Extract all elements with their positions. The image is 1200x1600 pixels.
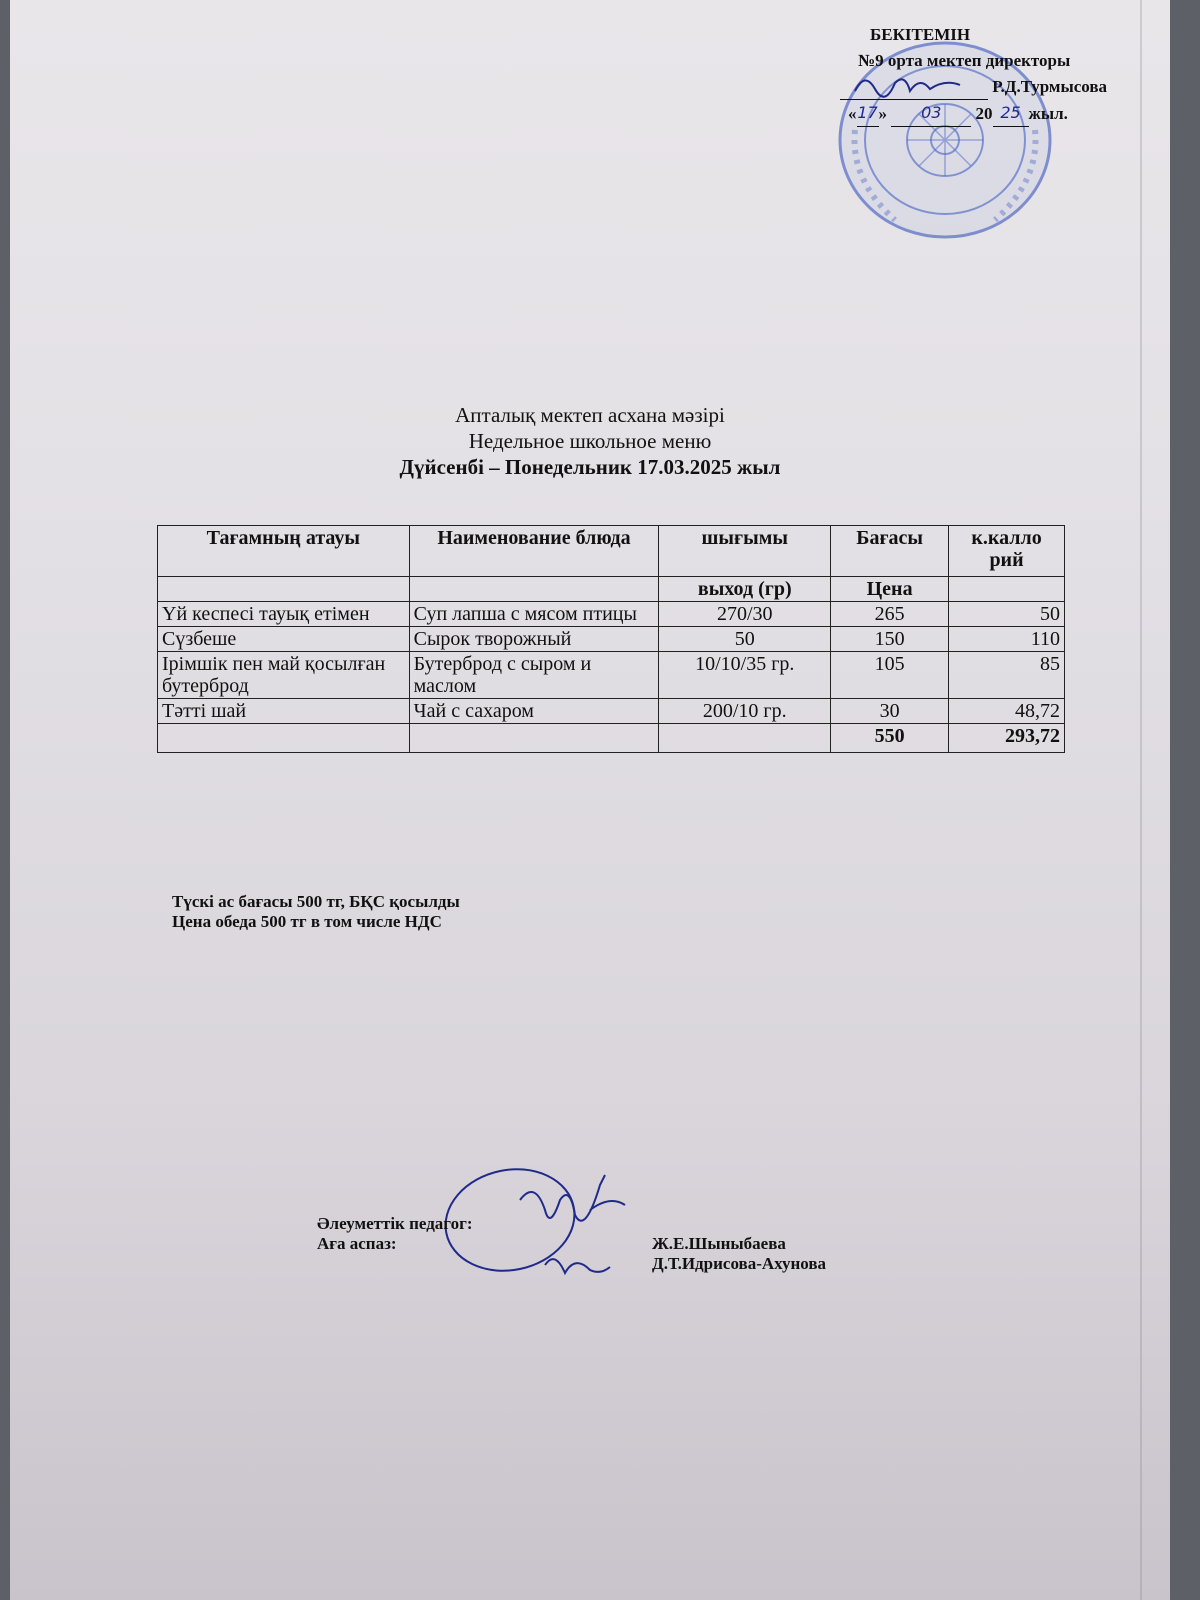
- menu-heading: [10, 402, 1170, 480]
- dish-name-ru: Бутерброд с сыром и маслом: [409, 652, 659, 699]
- name-social-pedagogue: Ж.Е.Шыныбаева: [652, 1234, 786, 1253]
- dish-output: 10/10/35 гр.: [659, 652, 831, 699]
- empty-cell: [659, 724, 831, 753]
- empty-cell: [409, 724, 659, 753]
- header-cell: Наименование блюда: [409, 526, 659, 577]
- dish-name-ru: Чай с сахаром: [409, 699, 659, 724]
- dish-kcal: 110: [949, 627, 1065, 652]
- subheader-cell: выход (гр): [659, 577, 831, 602]
- total-kcal: 293,72: [949, 724, 1065, 753]
- dish-output: 270/30: [659, 602, 831, 627]
- price-note: [172, 892, 460, 932]
- heading-date: Дүйсенбі – Понедельник 17.03.2025 жыл: [399, 455, 781, 479]
- header-cell: Бағасы: [831, 526, 949, 577]
- page-edge: [1140, 0, 1142, 1600]
- dish-price: 30: [831, 699, 949, 724]
- dish-price: 105: [831, 652, 949, 699]
- header-cell: Тағамның атауы: [158, 526, 410, 577]
- header-cell: к.калло рий: [949, 526, 1065, 577]
- dish-name-kz: Сүзбеше: [158, 627, 410, 652]
- dish-kcal: 48,72: [949, 699, 1065, 724]
- year-suffix: 25: [993, 100, 1029, 127]
- table-row: [158, 699, 1065, 724]
- date-quote-open: «: [848, 104, 857, 123]
- role-social-pedagogue: Әлеуметтік педагог:: [317, 1214, 473, 1233]
- dish-kcal: 50: [949, 602, 1065, 627]
- approval-director-line: [840, 74, 1160, 100]
- total-price: 550: [831, 724, 949, 753]
- signature-names: [652, 1234, 826, 1274]
- dish-output: 50: [659, 627, 831, 652]
- date-day: 17: [857, 100, 879, 127]
- director-signature-line: [840, 79, 988, 100]
- menu-table: [157, 525, 1065, 753]
- subheader-cell: [158, 577, 410, 602]
- dish-price: 150: [831, 627, 949, 652]
- name-head-cook: Д.Т.Идрисова-Ахунова: [652, 1254, 827, 1273]
- approval-block: [840, 22, 1160, 127]
- date-quote-close: »: [878, 104, 887, 123]
- approval-position: №9 орта мектеп директоры: [858, 51, 1071, 70]
- role-head-cook: Аға аспаз:: [317, 1234, 397, 1253]
- table-total-row: [158, 724, 1065, 753]
- dish-kcal: 85: [949, 652, 1065, 699]
- table-row: [158, 627, 1065, 652]
- year-word: жыл.: [1028, 104, 1068, 123]
- subheader-cell: [409, 577, 659, 602]
- subheader-cell: [949, 577, 1065, 602]
- director-signature: [850, 71, 970, 101]
- header-cell: шығымы: [659, 526, 831, 577]
- dish-name-ru: Сырок творожный: [409, 627, 659, 652]
- subheader-cell: Цена: [831, 577, 949, 602]
- table-header-row: [158, 526, 1065, 577]
- date-month: 03: [891, 100, 971, 127]
- table-row: [158, 652, 1065, 699]
- price-note-kz: Түскі ас бағасы 500 тг, БҚС қосылды: [172, 892, 460, 911]
- dish-output: 200/10 гр.: [659, 699, 831, 724]
- director-name: Р.Д.Турмысова: [992, 77, 1108, 96]
- dish-name-kz: Ірімшік пен май қосылған бутерброд: [158, 652, 410, 699]
- approval-title: БЕКІТЕМІН: [870, 25, 971, 44]
- heading-ru: Недельное школьное меню: [468, 429, 712, 453]
- dish-price: 265: [831, 602, 949, 627]
- dish-name-ru: Суп лапша с мясом птицы: [409, 602, 659, 627]
- dish-name-kz: Үй кеспесі тауық етімен: [158, 602, 410, 627]
- approval-date-line: [840, 100, 1160, 127]
- table-subheader-row: [158, 577, 1065, 602]
- document-sheet: [10, 0, 1170, 1600]
- dish-name-kz: Тәтті шай: [158, 699, 410, 724]
- year-prefix: 20: [975, 104, 993, 123]
- heading-kz: Апталық мектеп асхана мәзірі: [455, 403, 725, 427]
- empty-cell: [158, 724, 410, 753]
- signature-roles: [317, 1214, 472, 1254]
- table-row: [158, 602, 1065, 627]
- price-note-ru: Цена обеда 500 тг в том числе НДС: [172, 912, 442, 931]
